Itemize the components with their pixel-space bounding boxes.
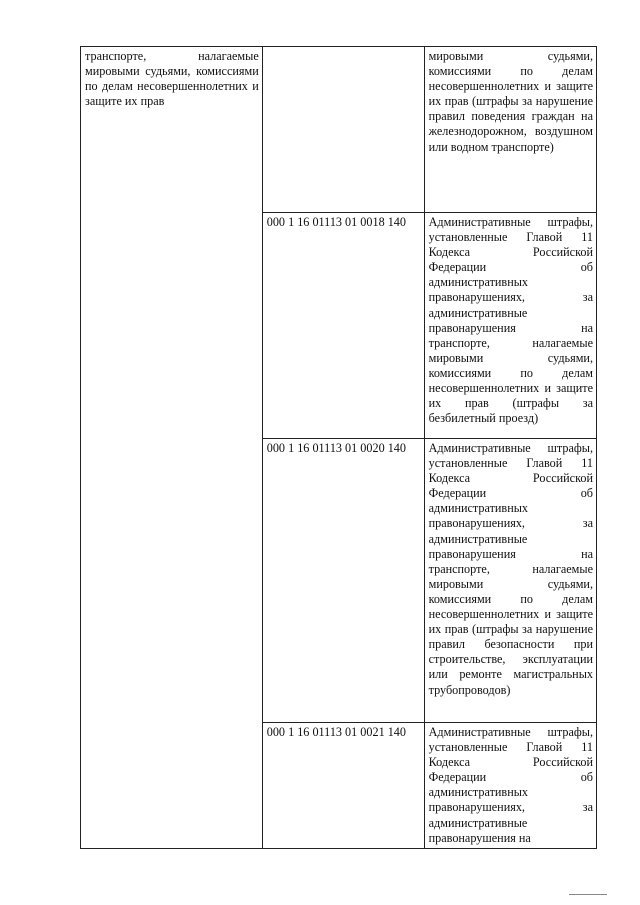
budget-codes-table bbox=[80, 46, 597, 849]
code-cell: 000 1 16 01113 01 0021 140 bbox=[262, 723, 424, 849]
code-cell: 000 1 16 01113 01 0018 140 bbox=[262, 213, 424, 439]
description-cell: Административные штрафы, установленные Главой 11 Кодекса Российской Федерации об административных правонарушениях, за административные правонарушения на транспорте, налагаемые мировыми судьями, комиссиями по делам несовершеннолетних и защите их прав (штрафы за нарушение правил безопасности при строительстве, эксплуатации или ремонте магистральных трубопроводов) bbox=[424, 439, 596, 723]
description-cell: мировыми судьями, комиссиями по делам несовершеннолетних и защите их прав (штрафы за нарушение правил поведения граждан на железнодорожном, воздушном или водном транспорте) bbox=[424, 47, 596, 213]
description-cell: Административные штрафы, установленные Главой 11 Кодекса Российской Федерации об административных правонарушениях, за административные правонарушения на транспорте, налагаемые мировыми судьями, комиссиями по делам несовершеннолетних и защите их прав (штрафы за безбилетный проезд) bbox=[424, 213, 596, 439]
category-cell: транспорте, налагаемые мировыми судьями, комиссиями по делам несовершеннолетних и защите их прав bbox=[81, 47, 263, 849]
description-cell: Административные штрафы, установленные Главой 11 Кодекса Российской Федерации об административных правонарушениях, за административные правонарушения на bbox=[424, 723, 596, 849]
code-cell bbox=[262, 47, 424, 213]
scan-artifact-line bbox=[569, 894, 607, 895]
code-cell: 000 1 16 01113 01 0020 140 bbox=[262, 439, 424, 723]
table-row bbox=[81, 47, 597, 213]
